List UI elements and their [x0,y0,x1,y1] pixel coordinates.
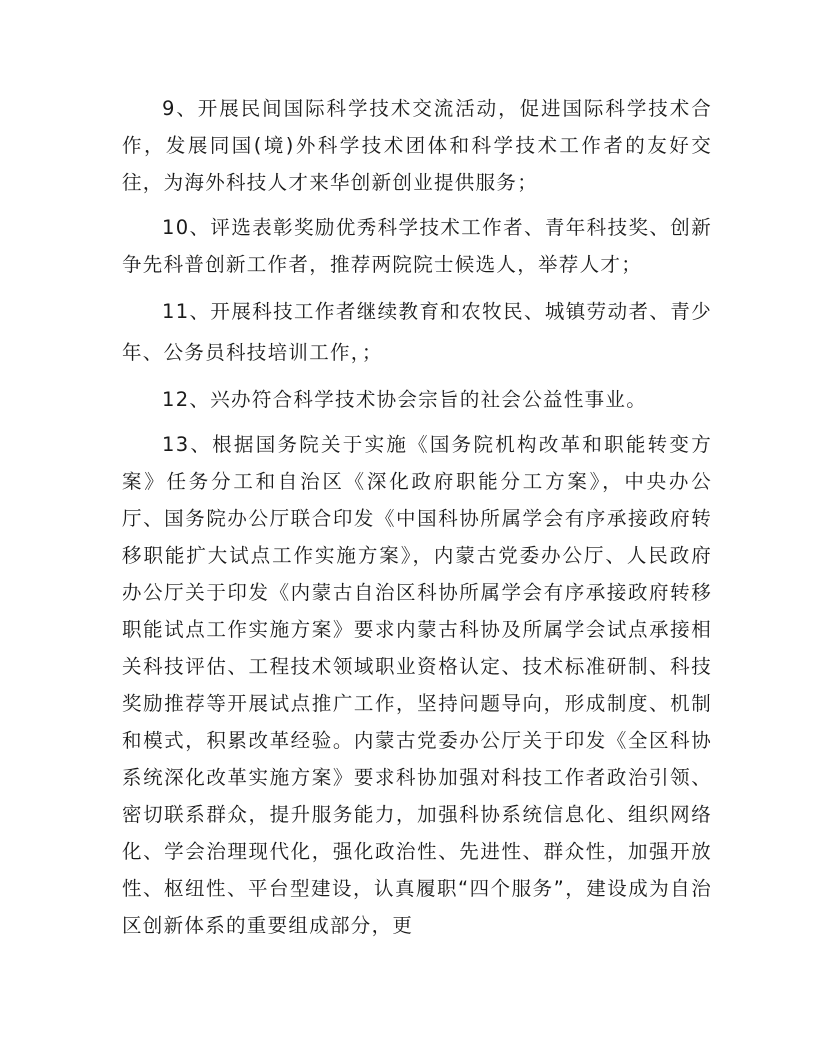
paragraph-item-12: 12、兴办符合科学技术协会宗旨的社会公益性事业。 [162,388,648,411]
paragraph-item-11: 11、开展科技工作者继续教育和农牧民、城镇劳动者、青少年、公务员科技培训工作，； [122,300,712,364]
paragraph-item-10: 10、评选表彰奖励优秀科学技术工作者、青年科技奖、创新争先科普创新工作者，推荐两院院士候选人，举荐人才； [122,216,712,276]
paragraph-item-9: 9、开展民间国际科学技术交流活动，促进国际科学技术合作，发展同国(境)外科学技术团体和科学技术工作者的友好交往，为海外科技人才来华创新创业提供服务； [122,97,712,194]
document-body [122,90,712,944]
paragraph-item-13: 13、根据国务院关于实施《国务院机构改革和职能转变方案》任务分工和自治区《深化政府职能分工方案》，中央办公厅、国务院办公厅联合印发《中国科协所属学会有序承接政府转移职能扩大试点工作实施方案》，内蒙古党委办公厅、人民政府办公厅关于印发《内蒙古自治区科协所属学会有序承接政府转移职能试点工作实施方案》要求内蒙古科协及所属学会试点承接相关科技评估、工程技术领域职业资格认定、技术标准研制、科技奖励推荐等开展试点推广工作，坚持问题导向，形成制度、机制和模式，积累改革经验。内蒙古党委办公厅关于印发《全区科协系统深化改革实施方案》要求科协加强对科技工作者政治引领、密切联系群众，提升服务能力，加强科协系统信息化、组织网络化、学会治理现代化，强化政治性、先进性、群众性，加强开放性、枢纽性、平台型建设，认真履职“四个服务”，建设成为自治区创新体系的重要组成部分，更 [122,433,712,937]
